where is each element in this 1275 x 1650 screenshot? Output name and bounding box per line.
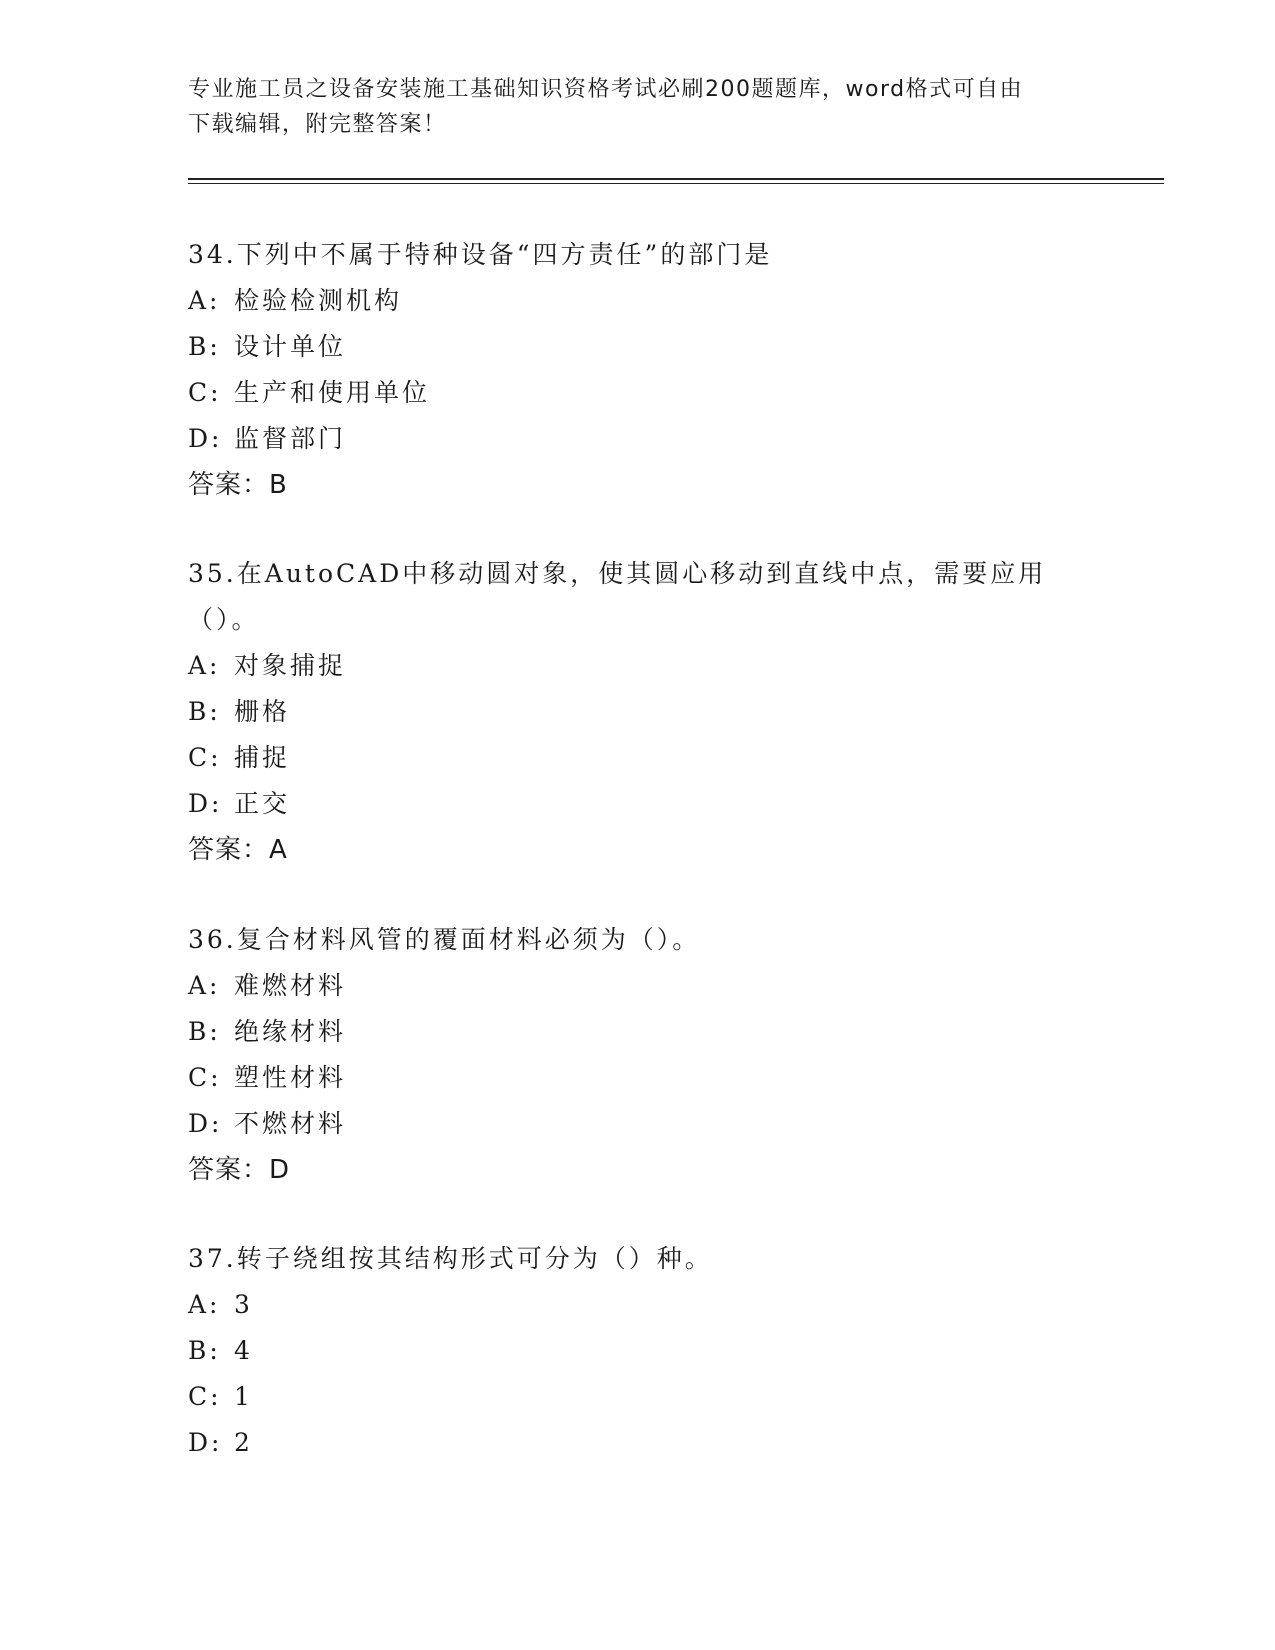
- option-d: [188, 781, 1088, 827]
- option-text: 正交: [234, 789, 291, 818]
- option-text: 生产和使用单位: [234, 378, 431, 407]
- document-header: [188, 72, 1088, 142]
- option-a: [188, 643, 1088, 689]
- option-text: 塑性材料: [234, 1063, 347, 1092]
- option-text: 绝缘材料: [234, 1017, 347, 1046]
- option-c: [188, 1055, 1088, 1101]
- option-text: 捕捉: [234, 743, 291, 772]
- answer-line: 答案：D: [188, 1155, 291, 1185]
- question-stem: 36.复合材料风管的覆面材料必须为（）。: [188, 925, 701, 954]
- option-text: 对象捕捉: [234, 651, 347, 680]
- header-line-2: 下载编辑，附完整答案！: [188, 112, 447, 137]
- option-b: [188, 689, 1088, 735]
- option-text: 4: [234, 1336, 253, 1365]
- answer-line: 答案：A: [188, 835, 288, 865]
- option-a: [188, 1282, 1088, 1328]
- question-35: [188, 551, 1088, 873]
- option-letter: B:: [188, 1336, 221, 1365]
- option-letter: C:: [188, 378, 222, 407]
- question-36: [188, 917, 1088, 1193]
- option-letter: D:: [188, 1109, 223, 1138]
- option-letter: B:: [188, 697, 221, 726]
- option-b: [188, 1009, 1088, 1055]
- option-letter: D:: [188, 1428, 223, 1457]
- option-d: [188, 1420, 1088, 1466]
- option-c: [188, 735, 1088, 781]
- option-text: 监督部门: [234, 424, 347, 453]
- question-37: [188, 1236, 1088, 1466]
- option-text: 设计单位: [234, 332, 347, 361]
- header-line-1: 专业施工员之设备安装施工基础知识资格考试必刷200题题库，word格式可自由: [188, 77, 1024, 102]
- option-letter: C:: [188, 743, 222, 772]
- question-34: [188, 232, 1088, 508]
- option-text: 3: [234, 1290, 253, 1319]
- option-text: 1: [234, 1382, 253, 1411]
- option-text: 不燃材料: [234, 1109, 347, 1138]
- option-a: [188, 278, 1088, 324]
- option-letter: D:: [188, 789, 223, 818]
- option-a: [188, 963, 1088, 1009]
- option-letter: A:: [188, 1290, 221, 1319]
- option-c: [188, 370, 1088, 416]
- option-letter: D:: [188, 424, 223, 453]
- answer-line: 答案：B: [188, 470, 288, 500]
- header-divider-bottom: [188, 183, 1164, 184]
- option-letter: A:: [188, 286, 221, 315]
- option-c: [188, 1374, 1088, 1420]
- option-b: [188, 324, 1088, 370]
- option-text: 检验检测机构: [234, 286, 403, 315]
- option-letter: C:: [188, 1063, 222, 1092]
- question-stem: 35.在AutoCAD中移动圆对象，使其圆心移动到直线中点，需要应用（）。: [188, 559, 1047, 634]
- option-text: 栅格: [234, 697, 291, 726]
- option-letter: B:: [188, 332, 221, 361]
- option-text: 2: [234, 1428, 253, 1457]
- header-divider-top: [188, 178, 1164, 180]
- option-letter: B:: [188, 1017, 221, 1046]
- question-stem: 37.转子绕组按其结构形式可分为（）种。: [188, 1244, 713, 1273]
- question-stem: 34.下列中不属于特种设备“四方责任”的部门是: [188, 240, 773, 269]
- option-d: [188, 416, 1088, 462]
- option-letter: A:: [188, 971, 221, 1000]
- option-b: [188, 1328, 1088, 1374]
- option-letter: C:: [188, 1382, 222, 1411]
- option-text: 难燃材料: [234, 971, 347, 1000]
- option-letter: A:: [188, 651, 221, 680]
- option-d: [188, 1101, 1088, 1147]
